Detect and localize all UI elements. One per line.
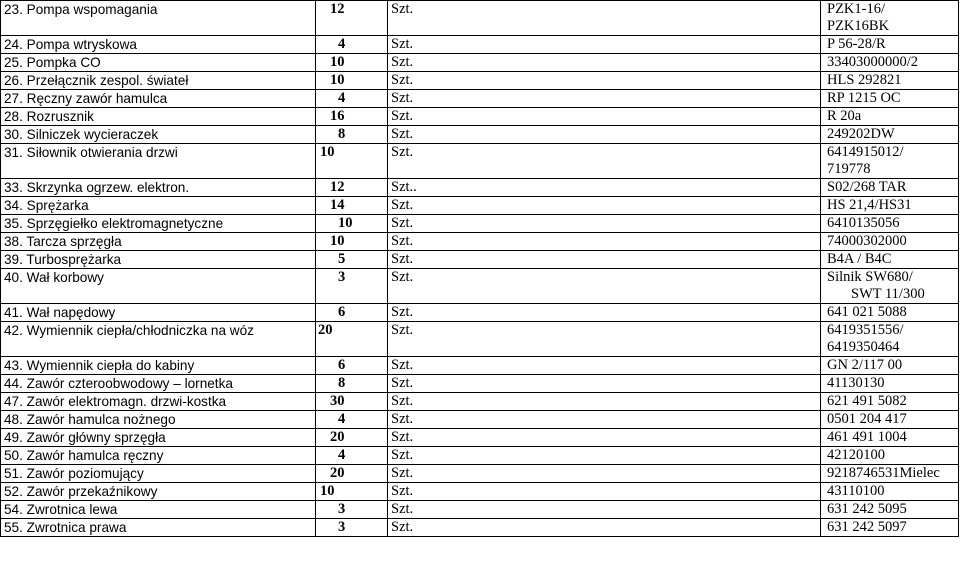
part-quantity: 4 <box>338 447 346 463</box>
part-quantity: 12 <box>330 179 345 195</box>
table-row <box>1 36 959 54</box>
part-quantity: 12 <box>330 1 345 17</box>
part-unit: Szt. <box>388 233 821 251</box>
part-code: HS 21,4/HS31 <box>827 197 912 213</box>
part-code-cell <box>821 375 959 393</box>
part-name: 23. Pompa wspomagania <box>1 1 316 36</box>
part-code: P 56-28/R <box>827 36 886 52</box>
part-code-cell <box>821 304 959 322</box>
table-row <box>1 233 959 251</box>
table-row <box>1 197 959 215</box>
part-quantity: 8 <box>338 375 346 391</box>
part-quantity: 16 <box>330 108 345 124</box>
part-quantity-cell <box>316 375 388 393</box>
part-quantity: 14 <box>330 197 345 213</box>
part-unit: Szt. <box>388 411 821 429</box>
table-row <box>1 54 959 72</box>
part-code-cell <box>821 251 959 269</box>
part-code-cell <box>821 429 959 447</box>
part-quantity-cell <box>316 179 388 197</box>
part-unit: Szt. <box>388 269 821 304</box>
part-code-cell <box>821 90 959 108</box>
part-quantity-cell <box>316 429 388 447</box>
part-unit: Szt. <box>388 108 821 126</box>
part-code: GN 2/117 00 <box>827 357 903 373</box>
part-quantity: 30 <box>330 393 345 409</box>
part-unit: Szt. <box>388 357 821 375</box>
table-row <box>1 501 959 519</box>
part-quantity: 6 <box>338 304 346 320</box>
part-code-cell <box>821 411 959 429</box>
part-code-cell <box>821 447 959 465</box>
part-quantity: 10 <box>338 215 353 231</box>
part-code-cell <box>821 269 959 304</box>
part-quantity-cell <box>316 126 388 144</box>
part-quantity-cell <box>316 54 388 72</box>
part-name: 48. Zawór hamulca nożnego <box>1 411 316 429</box>
part-quantity: 10 <box>320 144 335 160</box>
part-quantity-cell <box>316 233 388 251</box>
part-code-cell <box>821 519 959 537</box>
part-code: 6410135056 <box>827 215 900 231</box>
part-code: 461 491 1004 <box>827 429 907 445</box>
part-code: 641 021 5088 <box>827 304 907 320</box>
part-name: 44. Zawór czteroobwodowy – lornetka <box>1 375 316 393</box>
part-code-cell <box>821 233 959 251</box>
part-unit: Szt. <box>388 501 821 519</box>
table-row <box>1 108 959 126</box>
part-name: 42. Wymiennik ciepła/chłodniczka na wóz <box>1 322 316 357</box>
part-code-cell <box>821 322 959 357</box>
part-code-cell <box>821 465 959 483</box>
part-code: RP 1215 OC <box>827 90 901 106</box>
table-row <box>1 269 959 304</box>
table-row <box>1 144 959 179</box>
part-code: 6419350464 <box>827 339 900 355</box>
part-quantity: 20 <box>318 322 333 338</box>
part-name: 55. Zwrotnica prawa <box>1 519 316 537</box>
part-code: 41130130 <box>827 375 885 391</box>
table-row <box>1 1 959 36</box>
table-row <box>1 411 959 429</box>
part-quantity-cell <box>316 144 388 179</box>
table-row <box>1 393 959 411</box>
part-name: 35. Sprzęgiełko elektromagnetyczne <box>1 215 316 233</box>
part-quantity-cell <box>316 357 388 375</box>
part-name: 51. Zawór poziomujący <box>1 465 316 483</box>
part-name: 34. Sprężarka <box>1 197 316 215</box>
part-code-cell <box>821 393 959 411</box>
part-unit: Szt. <box>388 126 821 144</box>
part-quantity-cell <box>316 322 388 357</box>
part-quantity-cell <box>316 197 388 215</box>
part-code: 621 491 5082 <box>827 393 907 409</box>
part-quantity-cell <box>316 251 388 269</box>
part-unit: Szt. <box>388 393 821 411</box>
part-name: 31. Siłownik otwierania drzwi <box>1 144 316 179</box>
table-row <box>1 72 959 90</box>
part-quantity: 8 <box>338 126 346 142</box>
part-code: Silnik SW680/ <box>827 269 913 285</box>
part-name: 38. Tarcza sprzęgła <box>1 233 316 251</box>
part-quantity: 3 <box>338 501 346 517</box>
part-code: PZK1-16/ <box>827 1 885 17</box>
part-unit: Szt. <box>388 72 821 90</box>
part-quantity-cell <box>316 108 388 126</box>
part-quantity: 4 <box>338 90 346 106</box>
part-quantity-cell <box>316 393 388 411</box>
part-name: 49. Zawór główny sprzęgła <box>1 429 316 447</box>
part-quantity-cell <box>316 72 388 90</box>
part-unit: Szt. <box>388 322 821 357</box>
part-name: 33. Skrzynka ogrzew. elektron. <box>1 179 316 197</box>
part-unit: Szt. <box>388 429 821 447</box>
part-code-cell <box>821 501 959 519</box>
part-code-cell <box>821 215 959 233</box>
part-code: HLS 292821 <box>827 72 902 88</box>
parts-table-body <box>1 1 959 537</box>
part-name: 40. Wał korbowy <box>1 269 316 304</box>
part-quantity-cell <box>316 269 388 304</box>
table-row <box>1 90 959 108</box>
part-quantity: 3 <box>338 519 346 535</box>
part-quantity: 4 <box>338 36 346 52</box>
part-unit: Szt. <box>388 36 821 54</box>
part-code: 43110100 <box>827 483 885 499</box>
part-name: 26. Przełącznik zespol. świateł <box>1 72 316 90</box>
part-unit: Szt. <box>388 519 821 537</box>
part-code-cell <box>821 179 959 197</box>
part-unit: Szt. <box>388 1 821 36</box>
part-code: S02/268 TAR <box>827 179 907 195</box>
part-quantity: 6 <box>338 357 346 373</box>
part-code-cell <box>821 108 959 126</box>
part-quantity-cell <box>316 90 388 108</box>
part-quantity: 4 <box>338 411 346 427</box>
table-row <box>1 429 959 447</box>
part-code-cell <box>821 357 959 375</box>
part-code: R 20a <box>827 108 862 124</box>
part-quantity: 20 <box>330 465 345 481</box>
table-row <box>1 447 959 465</box>
table-row <box>1 251 959 269</box>
part-quantity-cell <box>316 215 388 233</box>
part-name: 24. Pompa wtryskowa <box>1 36 316 54</box>
part-quantity-cell <box>316 447 388 465</box>
part-quantity-cell <box>316 1 388 36</box>
part-code-cell <box>821 72 959 90</box>
part-unit: Szt. <box>388 304 821 322</box>
part-code: 631 242 5097 <box>827 519 907 535</box>
part-code: 249202DW <box>827 126 895 142</box>
part-quantity-cell <box>316 411 388 429</box>
table-row <box>1 215 959 233</box>
part-unit: Szt. <box>388 375 821 393</box>
part-unit: Szt. <box>388 197 821 215</box>
part-name: 27. Ręczny zawór hamulca <box>1 90 316 108</box>
table-row <box>1 465 959 483</box>
part-unit: Szt.. <box>388 179 821 197</box>
table-row <box>1 483 959 501</box>
part-name: 47. Zawór elektromagn. drzwi-kostka <box>1 393 316 411</box>
part-code: 6414915012/ <box>827 144 904 160</box>
part-quantity-cell <box>316 519 388 537</box>
part-code: B4A / B4C <box>827 251 892 267</box>
part-unit: Szt. <box>388 465 821 483</box>
part-code-cell <box>821 54 959 72</box>
part-code: SWT 11/300 <box>851 286 925 302</box>
part-quantity: 20 <box>330 429 345 445</box>
table-row <box>1 304 959 322</box>
table-row <box>1 357 959 375</box>
part-quantity: 10 <box>330 72 345 88</box>
part-code: 631 242 5095 <box>827 501 907 517</box>
part-code-cell <box>821 197 959 215</box>
part-unit: Szt. <box>388 483 821 501</box>
part-name: 39. Turbosprężarka <box>1 251 316 269</box>
part-code: 6419351556/ <box>827 322 904 338</box>
part-name: 30. Silniczek wycieraczek <box>1 126 316 144</box>
part-code-cell <box>821 144 959 179</box>
part-quantity-cell <box>316 36 388 54</box>
part-name: 28. Rozrusznik <box>1 108 316 126</box>
part-quantity: 3 <box>338 269 346 285</box>
part-unit: Szt. <box>388 447 821 465</box>
part-code: 9218746531Mielec <box>827 465 940 481</box>
table-row <box>1 375 959 393</box>
part-code: 74000302000 <box>827 233 907 249</box>
part-quantity: 5 <box>338 251 346 267</box>
part-code: 33403000000/2 <box>827 54 919 70</box>
part-code-cell <box>821 126 959 144</box>
part-unit: Szt. <box>388 144 821 179</box>
part-code: PZK16BK <box>827 18 890 34</box>
part-name: 50. Zawór hamulca ręczny <box>1 447 316 465</box>
part-quantity: 10 <box>330 233 345 249</box>
part-quantity: 10 <box>330 54 345 70</box>
part-code-cell <box>821 1 959 36</box>
part-code-cell <box>821 36 959 54</box>
table-row <box>1 322 959 357</box>
part-code: 719778 <box>827 161 871 177</box>
part-name: 43. Wymiennik ciepła do kabiny <box>1 357 316 375</box>
part-unit: Szt. <box>388 54 821 72</box>
part-quantity-cell <box>316 501 388 519</box>
part-unit: Szt. <box>388 251 821 269</box>
part-code: 0501 204 417 <box>827 411 907 427</box>
part-quantity-cell <box>316 304 388 322</box>
part-quantity-cell <box>316 465 388 483</box>
part-quantity: 10 <box>320 483 335 499</box>
part-name: 25. Pompka CO <box>1 54 316 72</box>
part-code: 42120100 <box>827 447 885 463</box>
part-name: 54. Zwrotnica lewa <box>1 501 316 519</box>
part-name: 41. Wał napędowy <box>1 304 316 322</box>
table-row <box>1 519 959 537</box>
part-quantity-cell <box>316 483 388 501</box>
part-unit: Szt. <box>388 215 821 233</box>
table-row <box>1 179 959 197</box>
part-code-cell <box>821 483 959 501</box>
table-row <box>1 126 959 144</box>
part-unit: Szt. <box>388 90 821 108</box>
part-name: 52. Zawór przekaźnikowy <box>1 483 316 501</box>
